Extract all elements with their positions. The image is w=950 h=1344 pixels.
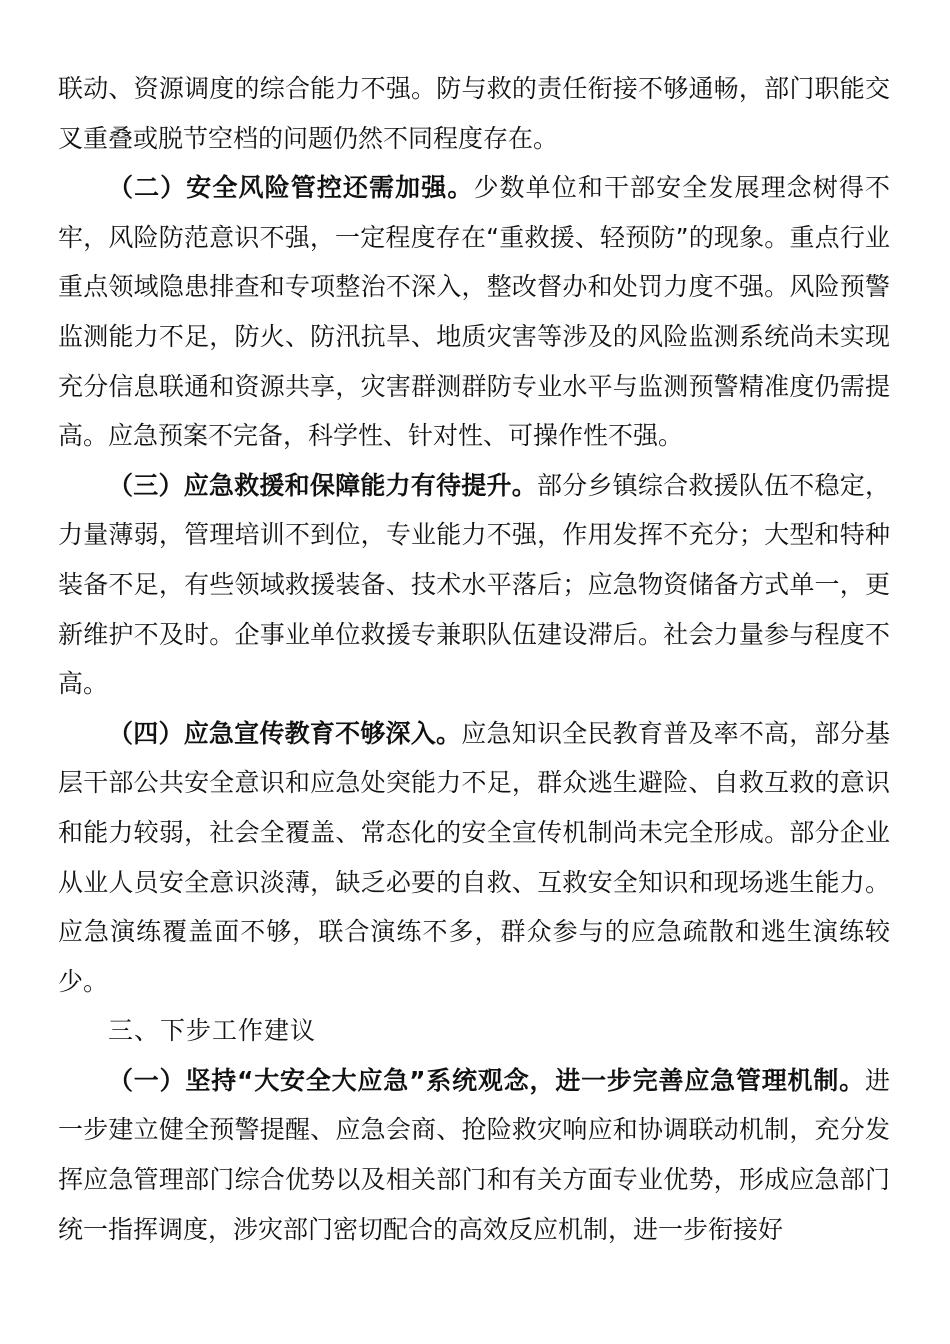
paragraph-continued xyxy=(58,64,890,163)
paragraph-text: 应急知识全民教育普及率不高，部分基层干部公共安全意识和应急处突能力不足，群众逃生避险、自救互救的意识和能力较弱，社会全覆盖、常态化的安全宣传机制尚未完全形成。部分企业从业人员安全意识淡薄，缺乏必要的自救、互救安全知识和现场逃生能力。应急演练覆盖面不够，联合演练不多，群众参与的应急疏散和逃生演练较少。 xyxy=(58,718,890,996)
paragraph-rescue-capacity xyxy=(58,461,890,709)
subheading-rescue-capacity: （三）应急救援和保障能力有待提升。 xyxy=(108,470,537,500)
paragraph-management-mechanism xyxy=(58,1056,890,1254)
paragraph-publicity-education xyxy=(58,709,890,1007)
subheading-risk-control: （二）安全风险管控还需加强。 xyxy=(108,173,474,203)
paragraph-text: 进一步建立健全预警提醒、应急会商、抢险救灾响应和协调联动机制，充分发挥应急管理部门综合优势以及相关部门和有关方面专业优势，形成应急部门统一指挥调度，涉灾部门密切配合的高效反应机制，进一步衔接好 xyxy=(58,1065,890,1244)
paragraph-text: 少数单位和干部安全发展理念树得不牢，风险防范意识不强，一定程度存在“重救援、轻预防”的现象。重点行业重点领域隐患排查和专项整治不深入，整改督办和处罚力度不强。风险预警监测能力不足，防火、防汛抗旱、地质灾害等涉及的风险监测系统尚未实现充分信息联通和资源共享，灾害群测群防专业水平与监测预警精准度仍需提高。应急预案不完备，科学性、针对性、可操作性不强。 xyxy=(58,173,891,451)
section-heading-next-steps xyxy=(58,1006,890,1056)
paragraph-text: 部分乡镇综合救援队伍不稳定，力量薄弱，管理培训不到位，专业能力不强，作用发挥不充分；大型和特种装备不足，有些领域救援装备、技术水平落后；应急物资储备方式单一，更新维护不及时。企事业单位救援专兼职队伍建设滞后。社会力量参与程度不高。 xyxy=(58,470,890,699)
paragraph-risk-control xyxy=(58,163,890,461)
paragraph-text: 联动、资源调度的综合能力不强。防与救的责任衔接不够通畅，部门职能交叉重叠或脱节空档的问题仍然不同程度存在。 xyxy=(58,74,890,153)
section-title: 三、下步工作建议 xyxy=(108,1016,317,1046)
document-body xyxy=(58,64,890,1254)
subheading-publicity-education: （四）应急宣传教育不够深入。 xyxy=(108,718,462,748)
subheading-management-mechanism: （一）坚持“大安全大应急”系统观念，进一步完善应急管理机制。 xyxy=(108,1065,865,1095)
